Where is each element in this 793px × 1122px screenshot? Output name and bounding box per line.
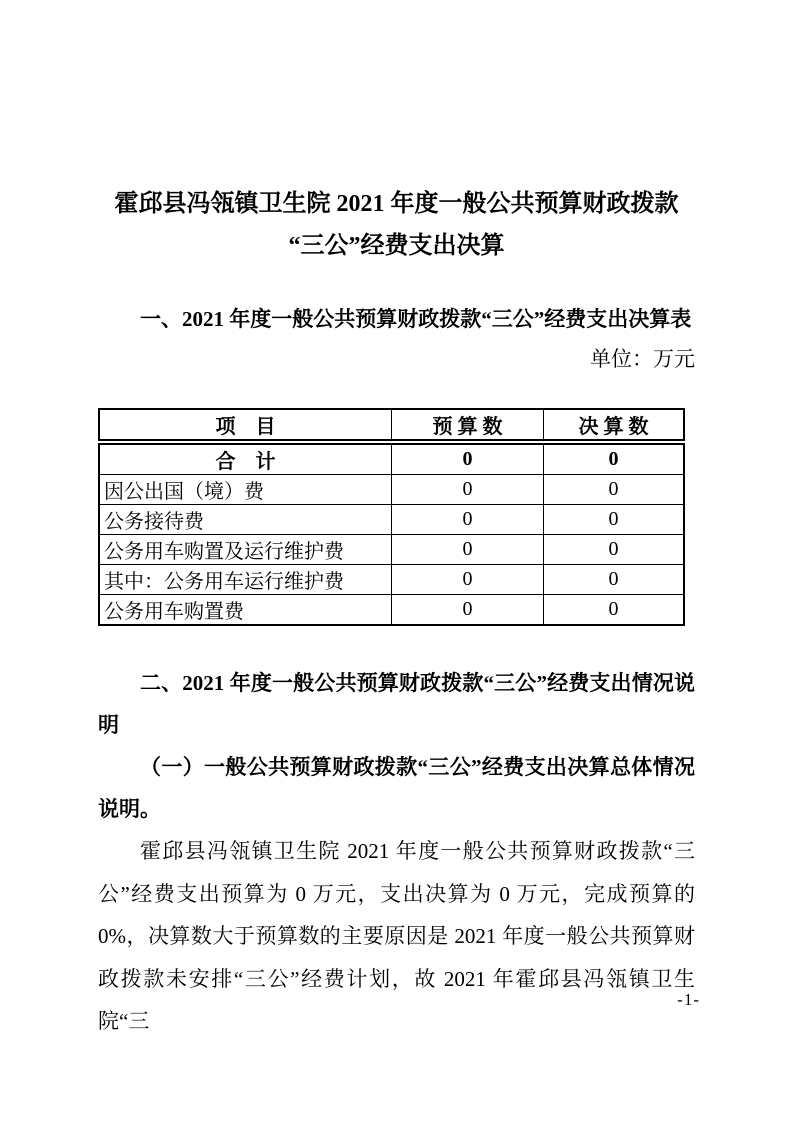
row-label-vehicle-operation: 其中：公务用车运行维护费 <box>99 565 392 595</box>
row-label-abroad: 因公出国（境）费 <box>99 475 392 505</box>
section2-subheading: （一）一般公共预算财政拨款“三公”经费支出决算总体情况说明。 <box>98 755 695 821</box>
three-public-expense-table <box>98 408 685 626</box>
table-row-vehicle-total <box>99 535 684 565</box>
table-row-total <box>99 442 684 475</box>
document-title-line1: 霍邱县冯瓴镇卫生院 2021 年度一般公共预算财政拨款 <box>114 191 679 217</box>
page-number: -1- <box>677 990 700 1009</box>
section2-heading: 二、2021 年度一般公共预算财政拨款“三公”经费支出情况说明 <box>98 671 695 737</box>
table-row-vehicle-purchase <box>99 595 684 626</box>
budget-value-abroad: 0 <box>392 475 544 505</box>
column-header-item: 项 目 <box>99 409 392 442</box>
section1-heading: 一、2021 年度一般公共预算财政拨款“三公”经费支出决算表 <box>140 307 692 331</box>
table-row-reception <box>99 505 684 535</box>
column-header-budget: 预 算 数 <box>392 409 544 442</box>
row-label-reception: 公务接待费 <box>99 505 392 535</box>
document-title <box>98 183 695 267</box>
budget-value-vehicle-purchase: 0 <box>392 595 544 626</box>
final-value-vehicle-total: 0 <box>544 535 684 565</box>
row-label-vehicle-total: 公务用车购置及运行维护费 <box>99 535 392 565</box>
budget-value-vehicle-total: 0 <box>392 535 544 565</box>
row-label-vehicle-purchase: 公务用车购置费 <box>99 595 392 626</box>
column-header-final: 决 算 数 <box>544 409 684 442</box>
table-unit-label: 单位：万元 <box>590 347 695 371</box>
budget-value-reception: 0 <box>392 505 544 535</box>
final-value-reception: 0 <box>544 505 684 535</box>
budget-value-total: 0 <box>392 442 544 475</box>
table-row-abroad <box>99 475 684 505</box>
budget-value-vehicle-operation: 0 <box>392 565 544 595</box>
table-row-vehicle-operation <box>99 565 684 595</box>
document-title-line2: “三公”经费支出决算 <box>288 233 505 259</box>
section2-paragraph: 霍邱县冯瓴镇卫生院 2021 年度一般公共预算财政拨款“三公”经费支出预算为 0 万元，支出决算为 0 万元，完成预算的 0%，决算数大于预算数的主要原因是 2021 年度一般公共预算财政拨款未安排“三公”经费计划，故 2021 年霍邱县冯瓴镇卫生院“三 <box>98 839 695 1033</box>
final-value-total: 0 <box>544 442 684 475</box>
final-value-abroad: 0 <box>544 475 684 505</box>
final-value-vehicle-operation: 0 <box>544 565 684 595</box>
row-label-total: 合 计 <box>99 442 392 475</box>
final-value-vehicle-purchase: 0 <box>544 595 684 626</box>
table-header-row <box>99 409 684 442</box>
